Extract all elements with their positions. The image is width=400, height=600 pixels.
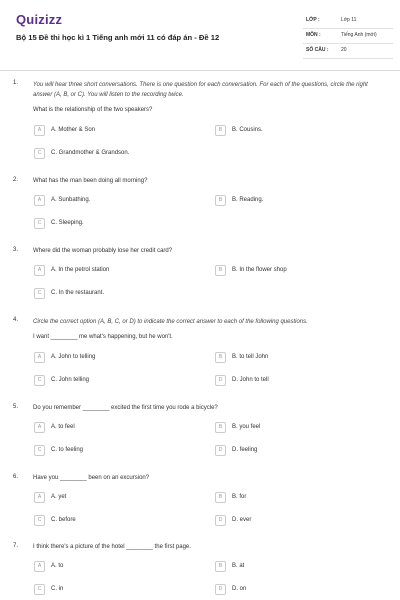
option-letter-box[interactable]: A [34, 125, 45, 136]
option-letter-box[interactable]: C [34, 515, 45, 526]
question-text: Where did the woman probably lose her credit card? [33, 248, 173, 254]
meta-row-class [303, 14, 393, 29]
document-title: Bộ 15 Đề thi học kì 1 Tiếng anh mới 11 có đáp án - Đề 12 [16, 33, 220, 42]
option-text: C. before [51, 517, 76, 523]
option-text: A. yet [51, 494, 67, 500]
option-letter-box[interactable]: B [215, 352, 226, 363]
question-number: 3. [13, 247, 19, 253]
option-text: B. at [232, 563, 245, 569]
meta-table [303, 14, 393, 59]
question-text: I think there's a picture of the hotel ________ the first page. [33, 544, 191, 550]
option-text: D. feeling [232, 447, 258, 453]
meta-row-subject [303, 29, 393, 44]
question-number: 6. [13, 474, 19, 480]
question-text: Have you ________ been on an excursion? [33, 475, 150, 481]
option-letter-box[interactable]: C [34, 148, 45, 159]
option-text: C. In the restaurant. [51, 290, 105, 296]
option-letter-box[interactable]: B [215, 422, 226, 433]
meta-label: LỚP : [306, 17, 320, 23]
question-text: I want ________ me what's happening, but he won't. [33, 334, 173, 340]
question-text: What is the relationship of the two speakers? [33, 107, 153, 113]
option-text: B. you feel [232, 424, 261, 430]
meta-value: Lớp 11 [341, 17, 357, 23]
option-text: C. to feeling [51, 447, 84, 453]
option-text: D. ever [232, 517, 252, 523]
option-text: A. Sunbathing. [51, 197, 91, 203]
header-divider [0, 70, 400, 71]
question-number: 5. [13, 404, 19, 410]
option-letter-box[interactable]: D [215, 584, 226, 595]
option-letter-box[interactable]: C [34, 445, 45, 456]
question-text: What has the man been doing all morning? [33, 178, 148, 184]
option-letter-box[interactable]: C [34, 218, 45, 229]
option-letter-box[interactable]: B [215, 265, 226, 276]
option-letter-box[interactable]: A [34, 492, 45, 503]
option-text: B. Reading. [232, 197, 264, 203]
option-letter-box[interactable]: D [215, 515, 226, 526]
option-text: C. Sleeping. [51, 220, 84, 226]
option-letter-box[interactable]: A [34, 422, 45, 433]
option-text: D. John to tell [232, 377, 269, 383]
question-number: 2. [13, 177, 19, 183]
meta-label: MÔN : [306, 32, 321, 38]
option-letter-box[interactable]: C [34, 584, 45, 595]
question-number: 7. [13, 543, 19, 549]
option-text: C. Grandmother & Grandson. [51, 150, 130, 156]
meta-row-count [303, 44, 393, 59]
option-text: D. on [232, 586, 247, 592]
meta-value: 20 [341, 47, 347, 53]
question-text: Do you remember ________ excited the first time you rode a bicycle? [33, 405, 218, 411]
option-text: B. to tell John [232, 354, 269, 360]
question-instruction: Circle the correct option (A, B, C, or D) to indicate the correct answer to each of the following questions. [33, 319, 308, 325]
option-letter-box[interactable]: A [34, 195, 45, 206]
option-letter-box[interactable]: D [215, 375, 226, 386]
question-number: 4. [13, 317, 19, 323]
option-letter-box[interactable]: B [215, 492, 226, 503]
question-number: 1. [13, 80, 19, 86]
option-text: A. to feel [51, 424, 75, 430]
option-letter-box[interactable]: A [34, 265, 45, 276]
option-letter-box[interactable]: D [215, 445, 226, 456]
option-text: A. to [51, 563, 64, 569]
option-text: A. Mother & Son [51, 127, 96, 133]
option-text: C. in [51, 586, 64, 592]
option-text: A. John to telling [51, 354, 96, 360]
option-text: C. John telling [51, 377, 90, 383]
option-letter-box[interactable]: B [215, 125, 226, 136]
option-text: B. In the flower shop [232, 267, 287, 273]
quizizz-logo: Quizizz [16, 12, 63, 27]
option-letter-box[interactable]: C [34, 288, 45, 299]
meta-value: Tiếng Anh (mới) [341, 32, 377, 38]
header [0, 0, 400, 64]
option-letter-box[interactable]: A [34, 352, 45, 363]
option-letter-box[interactable]: B [215, 561, 226, 572]
option-letter-box[interactable]: A [34, 561, 45, 572]
option-letter-box[interactable]: C [34, 375, 45, 386]
question-instruction: You will hear three short conversations. There is one question for each conversation. For each of the questions, circle the right answer (A, B, or C). You will listen to the recording twice. [33, 82, 368, 98]
option-text: A. In the petrol station [51, 267, 110, 273]
meta-label: SỐ CÂU : [306, 47, 329, 53]
option-text: B. Cousins. [232, 127, 263, 133]
option-letter-box[interactable]: B [215, 195, 226, 206]
option-text: B. for [232, 494, 247, 500]
